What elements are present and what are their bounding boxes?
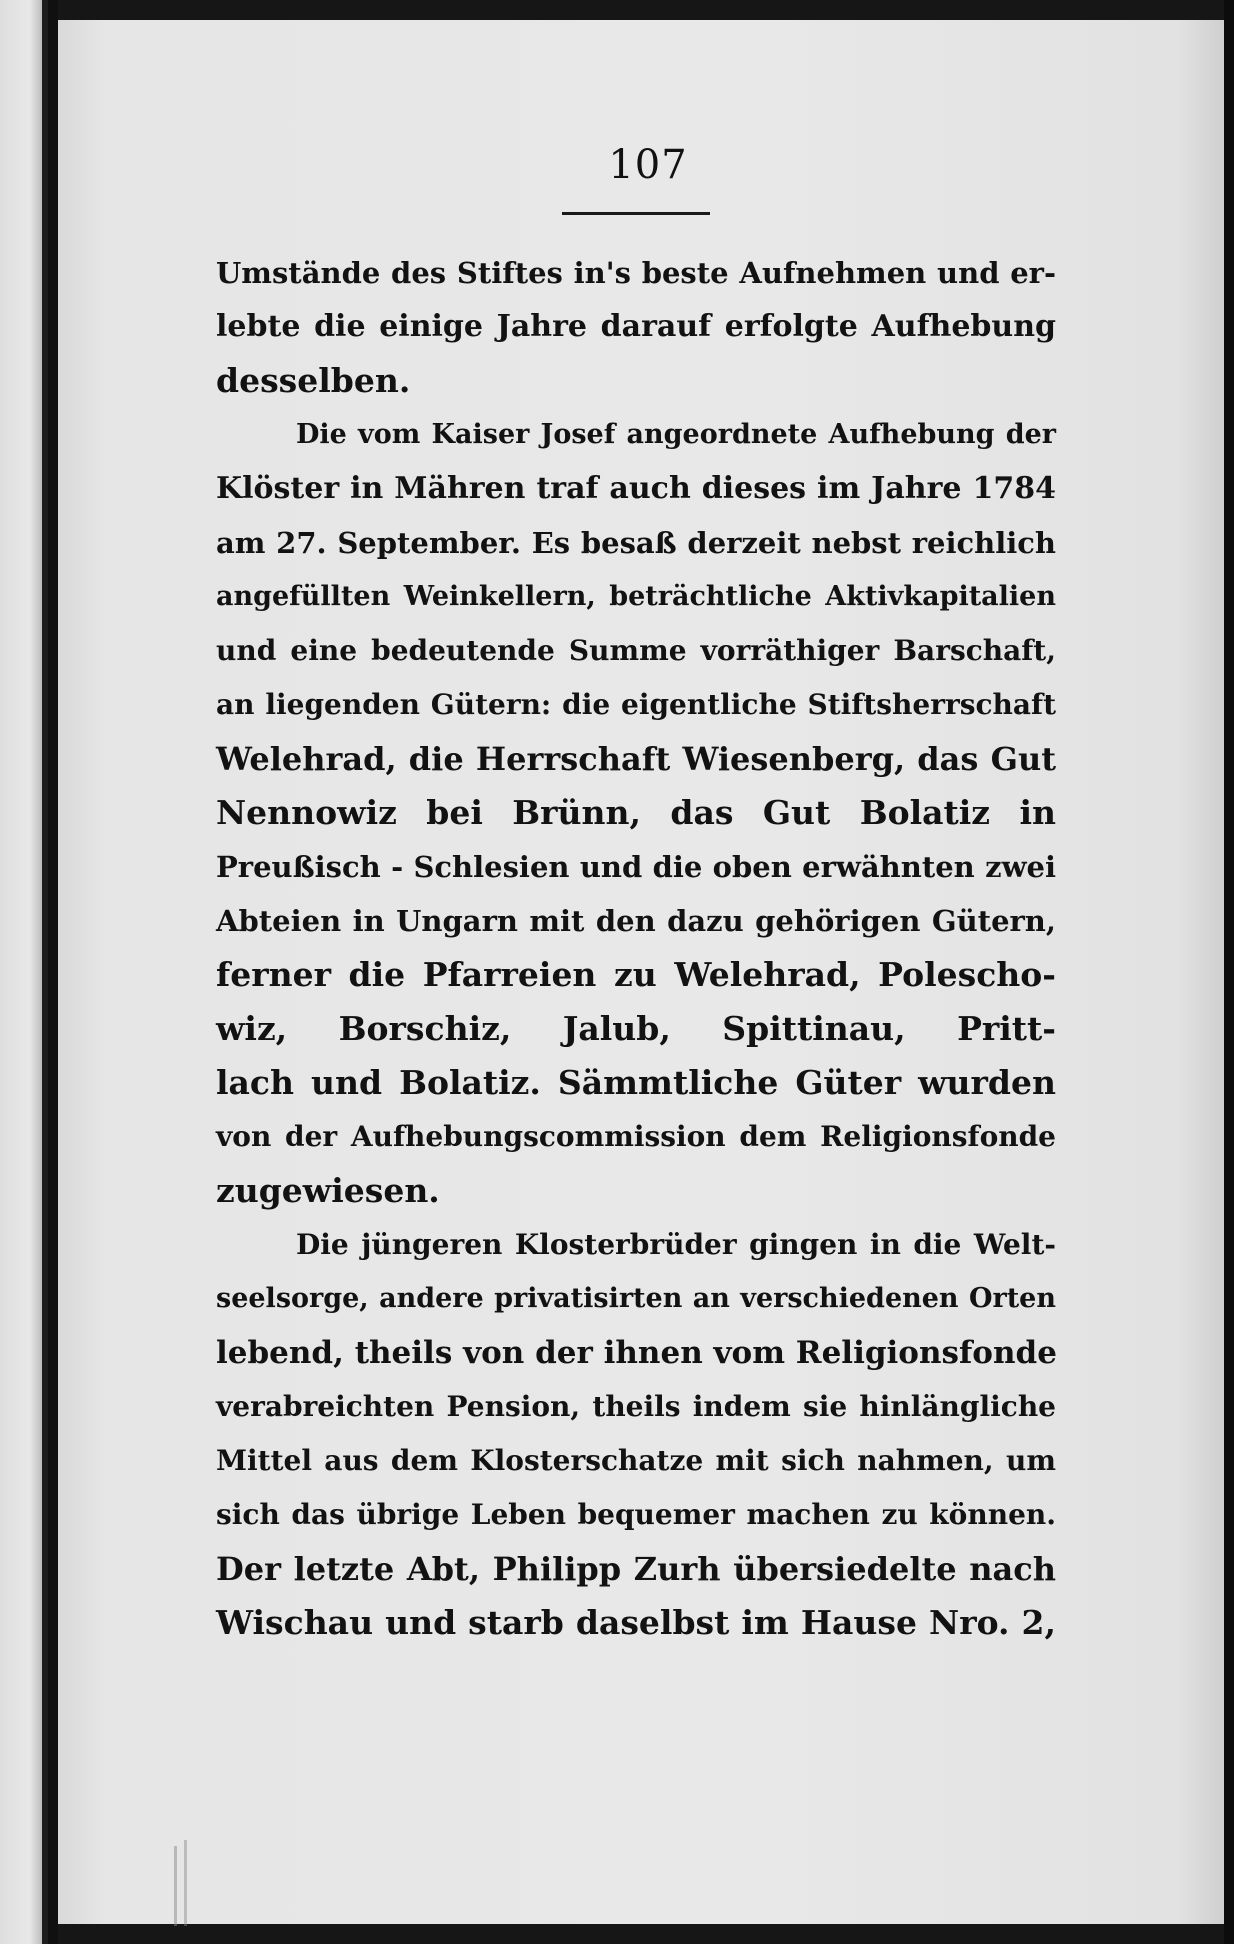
text-line: Abteien in Ungarn mit den dazu gehörigen Gütern, (216, 904, 1056, 938)
text-line: Wischau und starb daselbst im Hause Nro. 2, (216, 1603, 1056, 1642)
text-line: Nennowiz bei Brünn, das Gut Bolatiz in (216, 793, 1056, 832)
body-text (216, 246, 1056, 1650)
text-line: Mittel aus dem Klosterschatze mit sich nahmen, um (216, 1444, 1056, 1477)
text-line: am 27. September. Es besaß derzeit nebst reichlich (216, 526, 1056, 560)
text-line: verabreichten Pension, theils indem sie hinlängliche (216, 1390, 1056, 1423)
text-line: und eine bedeutende Summe vorräthiger Barschaft, (216, 634, 1056, 667)
paper-mark (184, 1840, 187, 1926)
text-line: Preußisch - Schlesien und die oben erwähnten zwei (216, 850, 1056, 884)
text-line: ferner die Pfarreien zu Welehrad, Polescho- (216, 955, 1056, 994)
text-line: Die jüngeren Klosterbrüder gingen in die Welt- (296, 1228, 1056, 1261)
text-line: lebte die einige Jahre darauf erfolgte Aufhebung (216, 309, 1056, 344)
text-line: lebend, theils von der ihnen vom Religionsfonde (216, 1335, 1057, 1371)
text-line: desselben. (216, 361, 411, 400)
text-line: sich das übrige Leben bequemer machen zu können. (216, 1498, 1056, 1531)
book-gutter (48, 0, 58, 1944)
text-line: Die vom Kaiser Josef angeordnete Aufhebung der (296, 419, 1056, 450)
text-line: Der letzte Abt, Philipp Zurh übersiedelte nach (216, 1550, 1056, 1588)
text-line: Klöster in Mähren traf auch dieses im Jahre 1784 (216, 471, 1056, 506)
text-line: zugewiesen. (216, 1171, 440, 1210)
text-line: Welehrad, die Herrschaft Wiesenberg, das Gut (216, 740, 1056, 778)
text-line: an liegenden Gütern: die eigentliche Stiftsherrschaft (216, 688, 1056, 721)
page-number: 107 (608, 142, 688, 188)
page-number-rule (562, 212, 710, 215)
text-line: Umstände des Stiftes in's beste Aufnehmen und er- (216, 256, 1056, 290)
page-edge-shadow (1224, 0, 1234, 1944)
paper-mark (174, 1846, 177, 1926)
text-line: von der Aufhebungscommission dem Religionsfonde (216, 1120, 1056, 1153)
text-line: seelsorge, andere privatisirten an verschiedenen Orten (216, 1283, 1056, 1314)
facing-page-strip (0, 0, 42, 1944)
book-page (58, 20, 1224, 1924)
text-line: wiz, Borschiz, Jalub, Spittinau, Pritt- (216, 1009, 1056, 1048)
facing-page-edge (0, 0, 50, 1944)
text-line: lach und Bolatiz. Sämmtliche Güter wurden (216, 1063, 1056, 1102)
text-line: angefüllten Weinkellern, beträchtliche Aktivkapitalien (216, 581, 1056, 612)
